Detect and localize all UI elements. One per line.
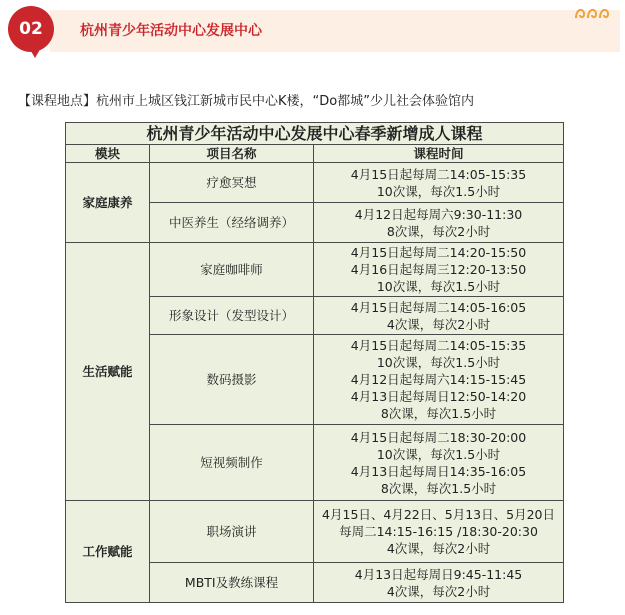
course-time-line: 10次课，每次1.5小时 [376, 355, 501, 370]
course-time-line: 每周二14:15-16:15 /18:30-20:30 [339, 524, 538, 539]
course-time-cell [314, 203, 564, 243]
project-name-cell: MBTI及教练课程 [150, 563, 314, 603]
course-time-line: 8次课，每次1.5小时 [380, 406, 497, 421]
module-cell: 家庭康养 [66, 163, 150, 243]
module-cell: 工作赋能 [66, 501, 150, 603]
section-number-badge: 02 [8, 6, 54, 52]
course-table-wrapper [65, 122, 563, 603]
table-caption: 杭州青少年活动中心发展中心春季新增成人课程 [66, 123, 564, 145]
course-time-line: 4次课，每次2小时 [386, 583, 491, 599]
project-name-cell: 职场演讲 [150, 501, 314, 563]
course-table [65, 122, 564, 603]
project-name-cell: 家庭咖啡师 [150, 243, 314, 297]
course-time-cell [314, 501, 564, 563]
course-time-line: 10次课，每次1.5小时 [376, 446, 501, 462]
project-name-cell: 中医养生（经络调养） [150, 203, 314, 243]
module-cell: 生活赋能 [66, 243, 150, 501]
course-location: 【课程地点】杭州市上城区钱江新城市民中心K楼，“Do都城”少儿社会体验馆内 [18, 94, 474, 109]
course-time-line: 4月15日起每周二14:05-16:05 [350, 299, 527, 315]
course-time-cell [314, 335, 564, 425]
column-header-time: 课程时间 [314, 145, 564, 163]
course-time-line: 4次课，每次2小时 [386, 316, 491, 332]
table-row [66, 501, 564, 563]
project-name-cell: 数码摄影 [150, 335, 314, 425]
course-time-line: 4月15日、4月22日、5月13日、5月20日 [322, 507, 555, 522]
course-time-line: 4月16日起每周三12:20-13:50 [350, 262, 527, 277]
column-header-project: 项目名称 [150, 145, 314, 163]
project-name-cell: 形象设计（发型设计） [150, 297, 314, 335]
decorative-swirl-icon [574, 6, 614, 20]
course-time-line: 4次课，每次2小时 [386, 541, 491, 556]
project-name-cell: 短视频制作 [150, 425, 314, 501]
course-time-cell [314, 163, 564, 203]
course-time-line: 8次课，每次2小时 [386, 223, 491, 239]
course-time-cell [314, 243, 564, 297]
section-title: 杭州青少年活动中心发展中心 [80, 23, 262, 39]
course-time-cell [314, 563, 564, 603]
course-time-line: 4月15日起每周二18:30-20:00 [350, 429, 527, 445]
course-time-line: 4月12日起每周六9:30-11:30 [354, 206, 523, 222]
project-name-cell: 疗愈冥想 [150, 163, 314, 203]
section-header [8, 6, 620, 52]
table-row [66, 243, 564, 297]
course-time-line: 4月15日起每周二14:05-15:35 [350, 166, 527, 182]
course-time-line: 4月13日起每周日14:35-16:05 [350, 463, 527, 479]
course-time-line: 10次课，每次1.5小时 [376, 183, 501, 199]
course-time-line: 4月15日起每周二14:05-15:35 [350, 338, 527, 353]
course-time-line: 4月12日起每周六14:15-15:45 [350, 372, 527, 387]
course-time-cell [314, 297, 564, 335]
badge-tail [28, 46, 42, 58]
course-time-line: 4月13日起每周日9:45-11:45 [354, 566, 523, 582]
table-row [66, 163, 564, 203]
course-time-line: 10次课，每次1.5小时 [376, 279, 501, 294]
column-header-module: 模块 [66, 145, 150, 163]
course-time-line: 4月13日起每周日12:50-14:20 [350, 389, 527, 404]
course-time-line: 8次课，每次1.5小时 [380, 480, 497, 496]
course-time-cell [314, 425, 564, 501]
course-time-line: 4月15日起每周二14:20-15:50 [350, 245, 527, 260]
